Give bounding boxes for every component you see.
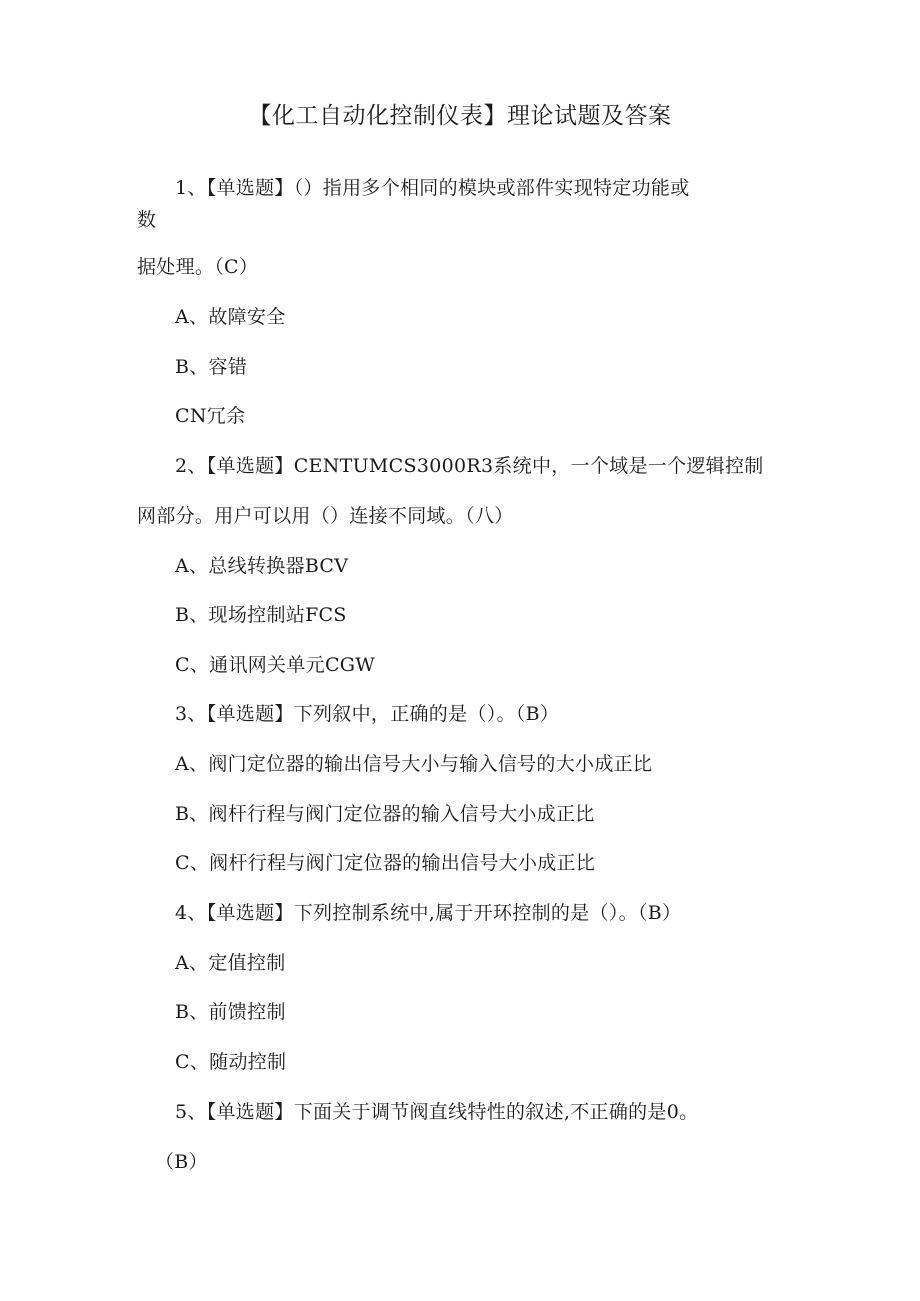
question-2-stem-end: 网部分。用户可以用（）连接不同域。（八） (137, 505, 514, 527)
question-1-stem-end: 据处理。（C） (137, 256, 259, 278)
question-3-stem: 3、【单选题】下列叙中，正确的是（）。（B） (175, 703, 560, 725)
question-2-option-b: B、现场控制站FCS (175, 604, 347, 626)
question-4-option-b: B、前馈控制 (175, 1001, 286, 1023)
question-2-option-c: C、通讯网关单元CGW (175, 654, 376, 676)
question-2-stem: 2、【单选题】CENTUMCS3000R3系统中，一个域是一个逻辑控制 (175, 455, 764, 477)
question-2-option-a: A、总线转换器BCV (175, 555, 349, 577)
question-3-option-b: B、阀杆行程与阀门定位器的输入信号大小成正比 (175, 803, 595, 825)
question-1-option-a: A、故障安全 (175, 306, 286, 328)
question-4-option-a: A、定值控制 (175, 952, 286, 974)
document-title: 【化工自动化控制仪表】理论试题及答案 (248, 103, 672, 129)
question-1-option-c: CΝ冗余 (175, 405, 246, 427)
question-4-option-c: C、随动控制 (175, 1051, 287, 1073)
question-4-stem: 4、【单选题】下列控制系统中,属于开环控制的是（）。（B） (175, 902, 682, 924)
question-1-option-b: B、容错 (175, 356, 248, 378)
question-3-option-a: A、阀门定位器的输出信号大小与输入信号的大小成正比 (175, 753, 653, 775)
question-5-answer: （B） (155, 1151, 208, 1173)
question-1-stem-wrap: 数 (137, 209, 157, 231)
question-5-stem: 5、【单选题】下面关于调节阀直线特性的叙述,不正确的是0。 (175, 1101, 699, 1123)
question-3-option-c: C、阀杆行程与阀门定位器的输出信号大小成正比 (175, 852, 596, 874)
question-1-stem: 1、【单选题】（）指用多个相同的模块或部件实现特定功能或 (175, 177, 690, 199)
